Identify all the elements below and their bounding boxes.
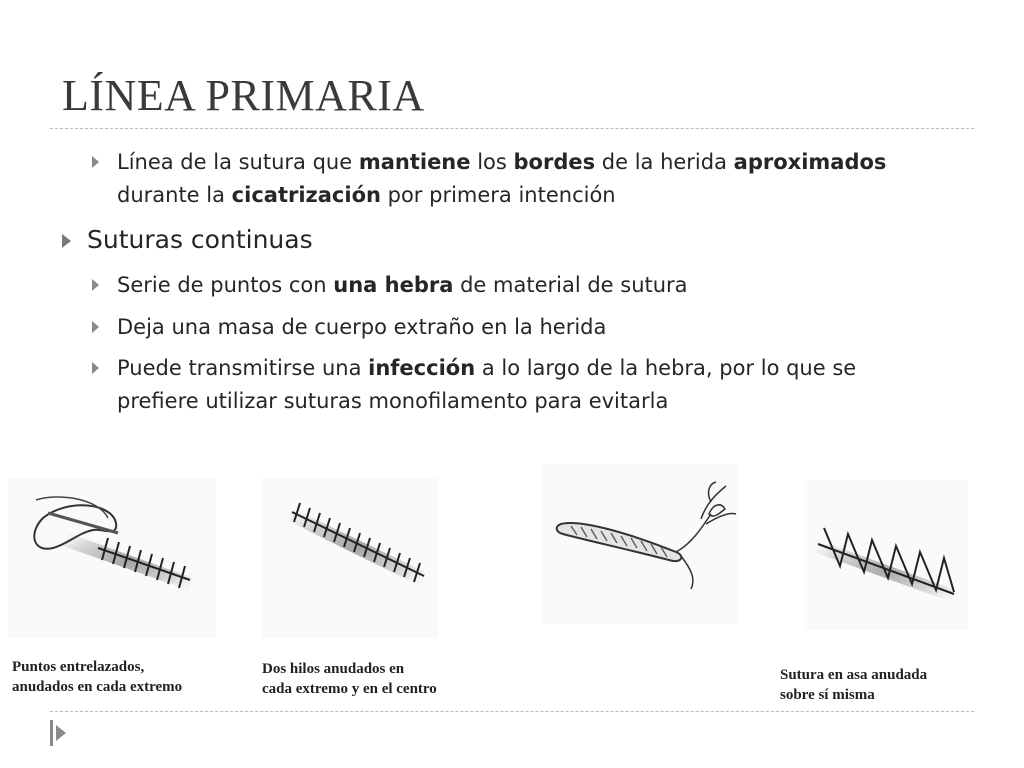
bullet-item (62, 225, 862, 255)
bullet-text: Serie de puntos con una hebra de material de sutura (117, 273, 688, 297)
bullet-arrow-icon (92, 156, 99, 168)
slide-title: LÍNEA PRIMARIA (62, 71, 425, 120)
bullet-arrow-icon (92, 321, 99, 333)
bullet-arrow-icon (62, 234, 71, 248)
figure-caption-4: Sutura en asa anudada sobre sí misma (780, 667, 928, 703)
figure-caption-1: Puntos entrelazados, anudados en cada extremo (12, 659, 183, 695)
suture-figure-4 (804, 480, 968, 630)
looped-suture-icon (804, 480, 968, 630)
bullet-item (92, 352, 922, 418)
interlocked-suture-icon (8, 478, 216, 638)
bullet-text: Suturas continuas (87, 225, 313, 254)
bullet-text: Puede transmitirse una infección a lo largo de la hebra, por lo que se prefiere utilizar suturas monofilamento para evitarla (117, 356, 857, 413)
subcuticular-suture-icon (541, 464, 738, 624)
title-divider (50, 128, 974, 129)
slide-corner-icon (50, 720, 70, 746)
bullet-item (92, 311, 892, 344)
suture-figure-2 (262, 478, 438, 638)
footer-divider (50, 711, 974, 712)
bullet-item (92, 269, 892, 302)
suture-figure-1 (8, 478, 216, 638)
figure-caption-2: Dos hilos anudados en cada extremo y en el centro (262, 661, 437, 697)
suture-figure-3 (541, 464, 738, 624)
knotted-both-ends-suture-icon (262, 478, 438, 638)
bullet-item (92, 146, 892, 212)
bullet-text: Línea de la sutura que mantiene los bordes de la herida aproximados durante la cicatrización por primera intención (117, 150, 887, 207)
bullet-arrow-icon (92, 279, 99, 291)
bullet-text: Deja una masa de cuerpo extraño en la herida (117, 315, 607, 339)
bullet-arrow-icon (92, 362, 99, 374)
